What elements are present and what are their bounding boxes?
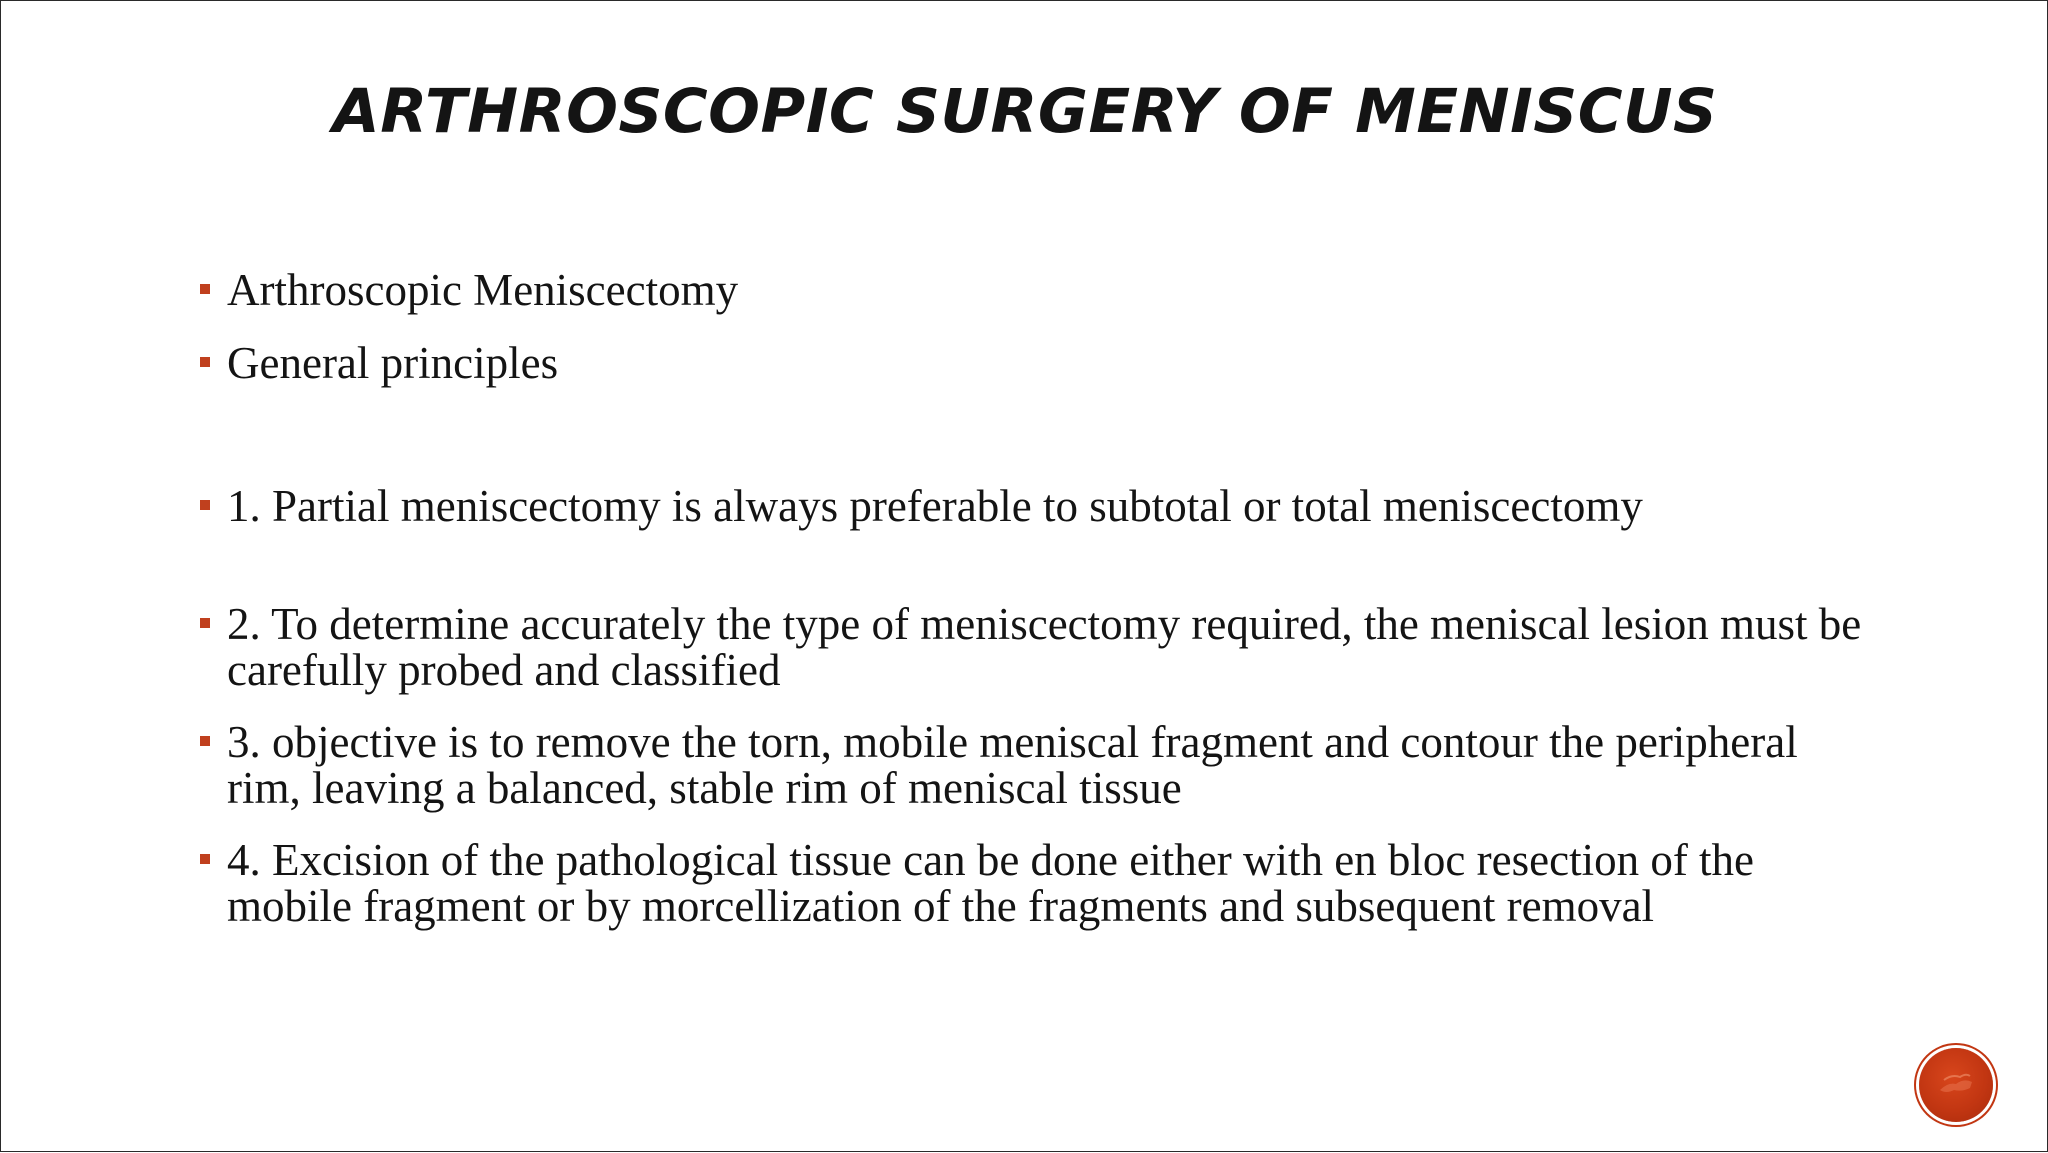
- bullet-text: Arthroscopic Meniscectomy: [227, 265, 739, 315]
- bullet-text: 1. Partial meniscectomy is always preferable to subtotal or total meniscectomy: [227, 481, 1643, 531]
- square-bullet-icon: [200, 736, 210, 746]
- bullet-list: [1, 1, 2048, 1153]
- bullet-item: [227, 483, 1867, 529]
- slide-nav-icon: [1936, 1068, 1976, 1102]
- bullet-item: [227, 601, 1867, 693]
- bullet-item: [227, 267, 1867, 313]
- bullet-item: [227, 340, 1867, 386]
- bullet-text: General principles: [227, 338, 559, 388]
- bullet-item: [227, 719, 1867, 811]
- bullet-text: 4. Excision of the pathological tissue can be done either with en bloc resection of the mobile fragment or by morcellization of the fragments and subsequent removal: [227, 835, 1755, 931]
- slide-title: ARTHROSCOPIC SURGERY OF MENISCUS: [332, 76, 1718, 147]
- square-bullet-icon: [200, 284, 210, 294]
- bullet-item: [227, 837, 1867, 929]
- bullet-text: 2. To determine accurately the type of meniscectomy required, the meniscal lesion must be carefully probed and classified: [227, 599, 1862, 695]
- square-bullet-icon: [200, 357, 210, 367]
- bullet-text: 3. objective is to remove the torn, mobile meniscal fragment and contour the peripheral rim, leaving a balanced, stable rim of meniscal tissue: [227, 717, 1798, 813]
- slide-nav-button[interactable]: [1919, 1048, 1993, 1122]
- square-bullet-icon: [200, 618, 210, 628]
- square-bullet-icon: [200, 854, 210, 864]
- square-bullet-icon: [200, 500, 210, 510]
